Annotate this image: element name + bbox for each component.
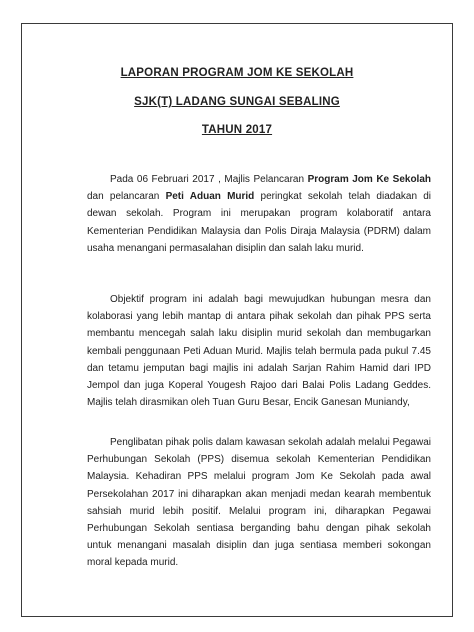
report-title: LAPORAN PROGRAM JOM KE SEKOLAH [120,67,354,79]
paragraph-3 [87,434,431,572]
school-name: SJK(T) LADANG SUNGAI SEBALING [134,96,340,108]
paragraph-1-text-c: peringkat sekolah telah diadakan di dewan sekolah. Program ini merupakan program kolaboratif antara Kementerian Pendidikan Malaysia dan Polis Diraja Malaysia (PDRM) dalam usaha menangani permasalahan disiplin dan salah laku murid. [87,191,431,254]
paragraph-1 [87,171,431,257]
complaint-box-bold: Peti Aduan Murid [165,191,255,203]
paragraph-2-text: Objektif program ini adalah bagi mewujudkan hubungan mesra dan kolaborasi yang lebih mantap di antara pihak sekolah dan pihak PPS serta membantu mencegah salah laku disiplin murid sekolah dan membugarkan kembali penggunaan Peti Aduan Murid. Majlis telah bermula pada pukul 7.45 dan tetamu jemputan bagi majlis ini adalah Sarjan Rahim Hamid dari IPD Jempol dan juga Koperal Yougesh Rajoo dari Balai Polis Ladang Geddes. Majlis telah dirasmikan oleh Tuan Guru Besar, Encik Ganesan Muniandy, [87,294,431,409]
paragraph-1-text-b: dan pelancaran [87,191,166,203]
program-name-bold: Program Jom Ke Sekolah [307,174,431,185]
document-page [21,23,453,617]
paragraph-3-text: Penglibatan pihak polis dalam kawasan sekolah adalah melalui Pegawai Perhubungan Sekolah (PPS) disemua sekolah Kementerian Pendidikan Malaysia. Kehadiran PPS melalui program Jom Ke Sekolah pada awal Persekolahan 2017 ini diharapkan akan menjadi medan kearah membentuk sahsiah murid lebih positif. Melalui program ini, diharapkan Pegawai Perhubungan Sekolah sentiasa berganding bahu dengan pihak sekolah untuk menangani masalah disiplin dan juga sentiasa memberi sokongan moral kepada murid. [87,437,431,569]
report-year: TAHUN 2017 [201,124,273,136]
paragraph-2 [87,291,431,411]
paragraph-1-text-a: Pada 06 Februari 2017 , Majlis Pelancaran [110,174,308,185]
